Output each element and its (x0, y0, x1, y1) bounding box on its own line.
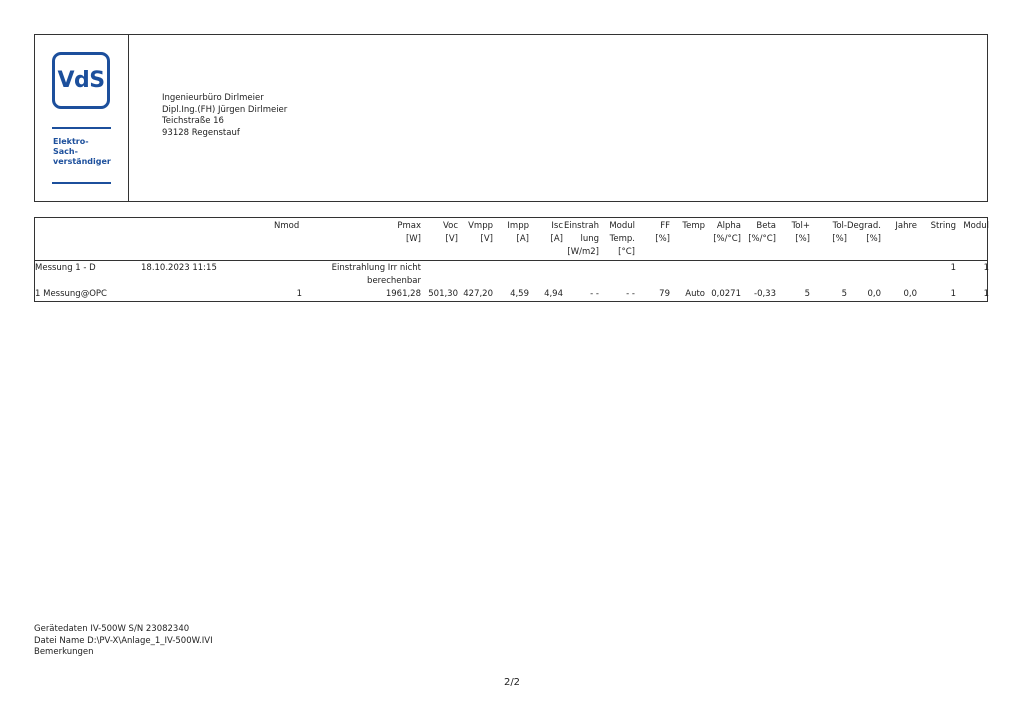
col-header-beta: Beta (756, 221, 776, 231)
col-header-modul: Modul (963, 221, 989, 231)
col-header-tol-minus: Tol- (832, 221, 847, 231)
row2-isc: 4,94 (544, 289, 563, 299)
row2-pmax: 1961,28 (385, 289, 421, 299)
col-header-voc-unit: [V] (445, 234, 458, 244)
col-header-pmax: Pmax (397, 221, 421, 231)
row1-modul: 1 (983, 263, 989, 273)
row2-nmod: 1 (296, 289, 302, 299)
row2-tol-minus: 5 (841, 289, 847, 299)
logo-divider (52, 182, 111, 184)
col-header-degrad: Degrad. (847, 221, 881, 231)
company-name: Ingenieurbüro Dirlmeier (162, 93, 264, 103)
col-header-tol-plus-unit: [%] (795, 234, 810, 244)
col-header-isc-unit: [A] (550, 234, 563, 244)
col-header-nmod: Nmod (274, 221, 300, 231)
row2-modul: 1 (983, 289, 989, 299)
row2-vmpp: 427,20 (463, 289, 493, 299)
col-header-modul-temp-2: Temp. (609, 234, 635, 244)
table-header-divider (35, 260, 987, 261)
page-number: 2/2 (503, 677, 521, 688)
row1-note: Einstrahlung Irr nicht (331, 263, 421, 273)
col-header-vmpp: Vmpp (468, 221, 493, 231)
col-header-modul-temp: Modul (609, 221, 635, 231)
measurement-table (34, 217, 988, 302)
col-header-voc: Voc (442, 221, 458, 231)
row2-tol-plus: 5 (804, 289, 810, 299)
row2-ff: 79 (659, 289, 670, 299)
logo-caption-line: Elektro- (53, 137, 89, 146)
row1-note-2: berechenbar (367, 276, 421, 286)
col-header-ff: FF (660, 221, 670, 231)
contact-name: Dipl.Ing.(FH) Jürgen Dirlmeier (162, 104, 288, 115)
col-header-impp-unit: [A] (516, 234, 529, 244)
col-header-alpha-unit: [%/°C] (713, 234, 741, 244)
row1-datetime: 18.10.2023 11:15 (141, 263, 217, 273)
row2-degrad: 0,0 (867, 289, 881, 299)
logo-caption (53, 137, 111, 167)
row1-string: 1 (950, 263, 956, 273)
row2-alpha: 0,0271 (711, 289, 741, 299)
remarks: Bemerkungen (34, 647, 94, 657)
city: 93128 Regenstauf (162, 127, 240, 138)
row2-voc: 501,30 (428, 289, 458, 299)
col-header-tol-minus-unit: [%] (832, 234, 847, 244)
row2-label: 1 Messung@OPC (35, 289, 107, 299)
row1-label: Messung 1 - D (35, 263, 96, 273)
street: Teichstraße 16 (162, 116, 224, 126)
col-header-degrad-unit: [%] (866, 234, 881, 244)
device-info: Gerätedaten IV-500W S/N 23082340 (34, 624, 190, 634)
report-footer (34, 624, 213, 659)
company-address (162, 93, 287, 139)
col-header-modul-temp-unit: [°C] (618, 247, 635, 257)
col-header-pmax-unit: [W] (405, 234, 421, 244)
row2-impp: 4,59 (510, 289, 529, 299)
logo-caption-line: verständiger (53, 157, 111, 166)
logo-divider (52, 127, 111, 129)
col-header-tol-plus: Tol+ (791, 221, 810, 231)
row2-jahre: 0,0 (903, 289, 917, 299)
col-header-einstrahlung: Einstrah (564, 221, 599, 231)
logo-caption-line: Sach- (53, 147, 78, 156)
col-header-isc: Isc (551, 221, 563, 231)
col-header-ff-unit: [%] (655, 234, 670, 244)
row2-beta: -0,33 (754, 289, 776, 299)
col-header-einstrahlung-unit: [W/m2] (567, 247, 599, 257)
col-header-string: String (930, 221, 956, 231)
col-header-impp: Impp (507, 221, 529, 231)
vds-logo: VdS (52, 52, 110, 109)
file-name: Datei Name D:\PV-X\Anlage_1_IV-500W.IVI (34, 635, 213, 646)
col-header-einstrahlung-2: lung (580, 234, 599, 244)
col-header-beta-unit: [%/°C] (748, 234, 776, 244)
row2-string: 1 (950, 289, 956, 299)
col-header-vmpp-unit: [V] (480, 234, 493, 244)
col-header-temp: Temp (682, 221, 705, 231)
col-header-jahre: Jahre (895, 221, 917, 231)
row2-temp: Auto (685, 289, 705, 299)
logo-cell (35, 35, 129, 201)
col-header-alpha: Alpha (716, 221, 741, 231)
report-header (34, 34, 988, 202)
row2-einstrahlung: - - (590, 289, 599, 299)
row2-modul-temp: - - (626, 289, 635, 299)
